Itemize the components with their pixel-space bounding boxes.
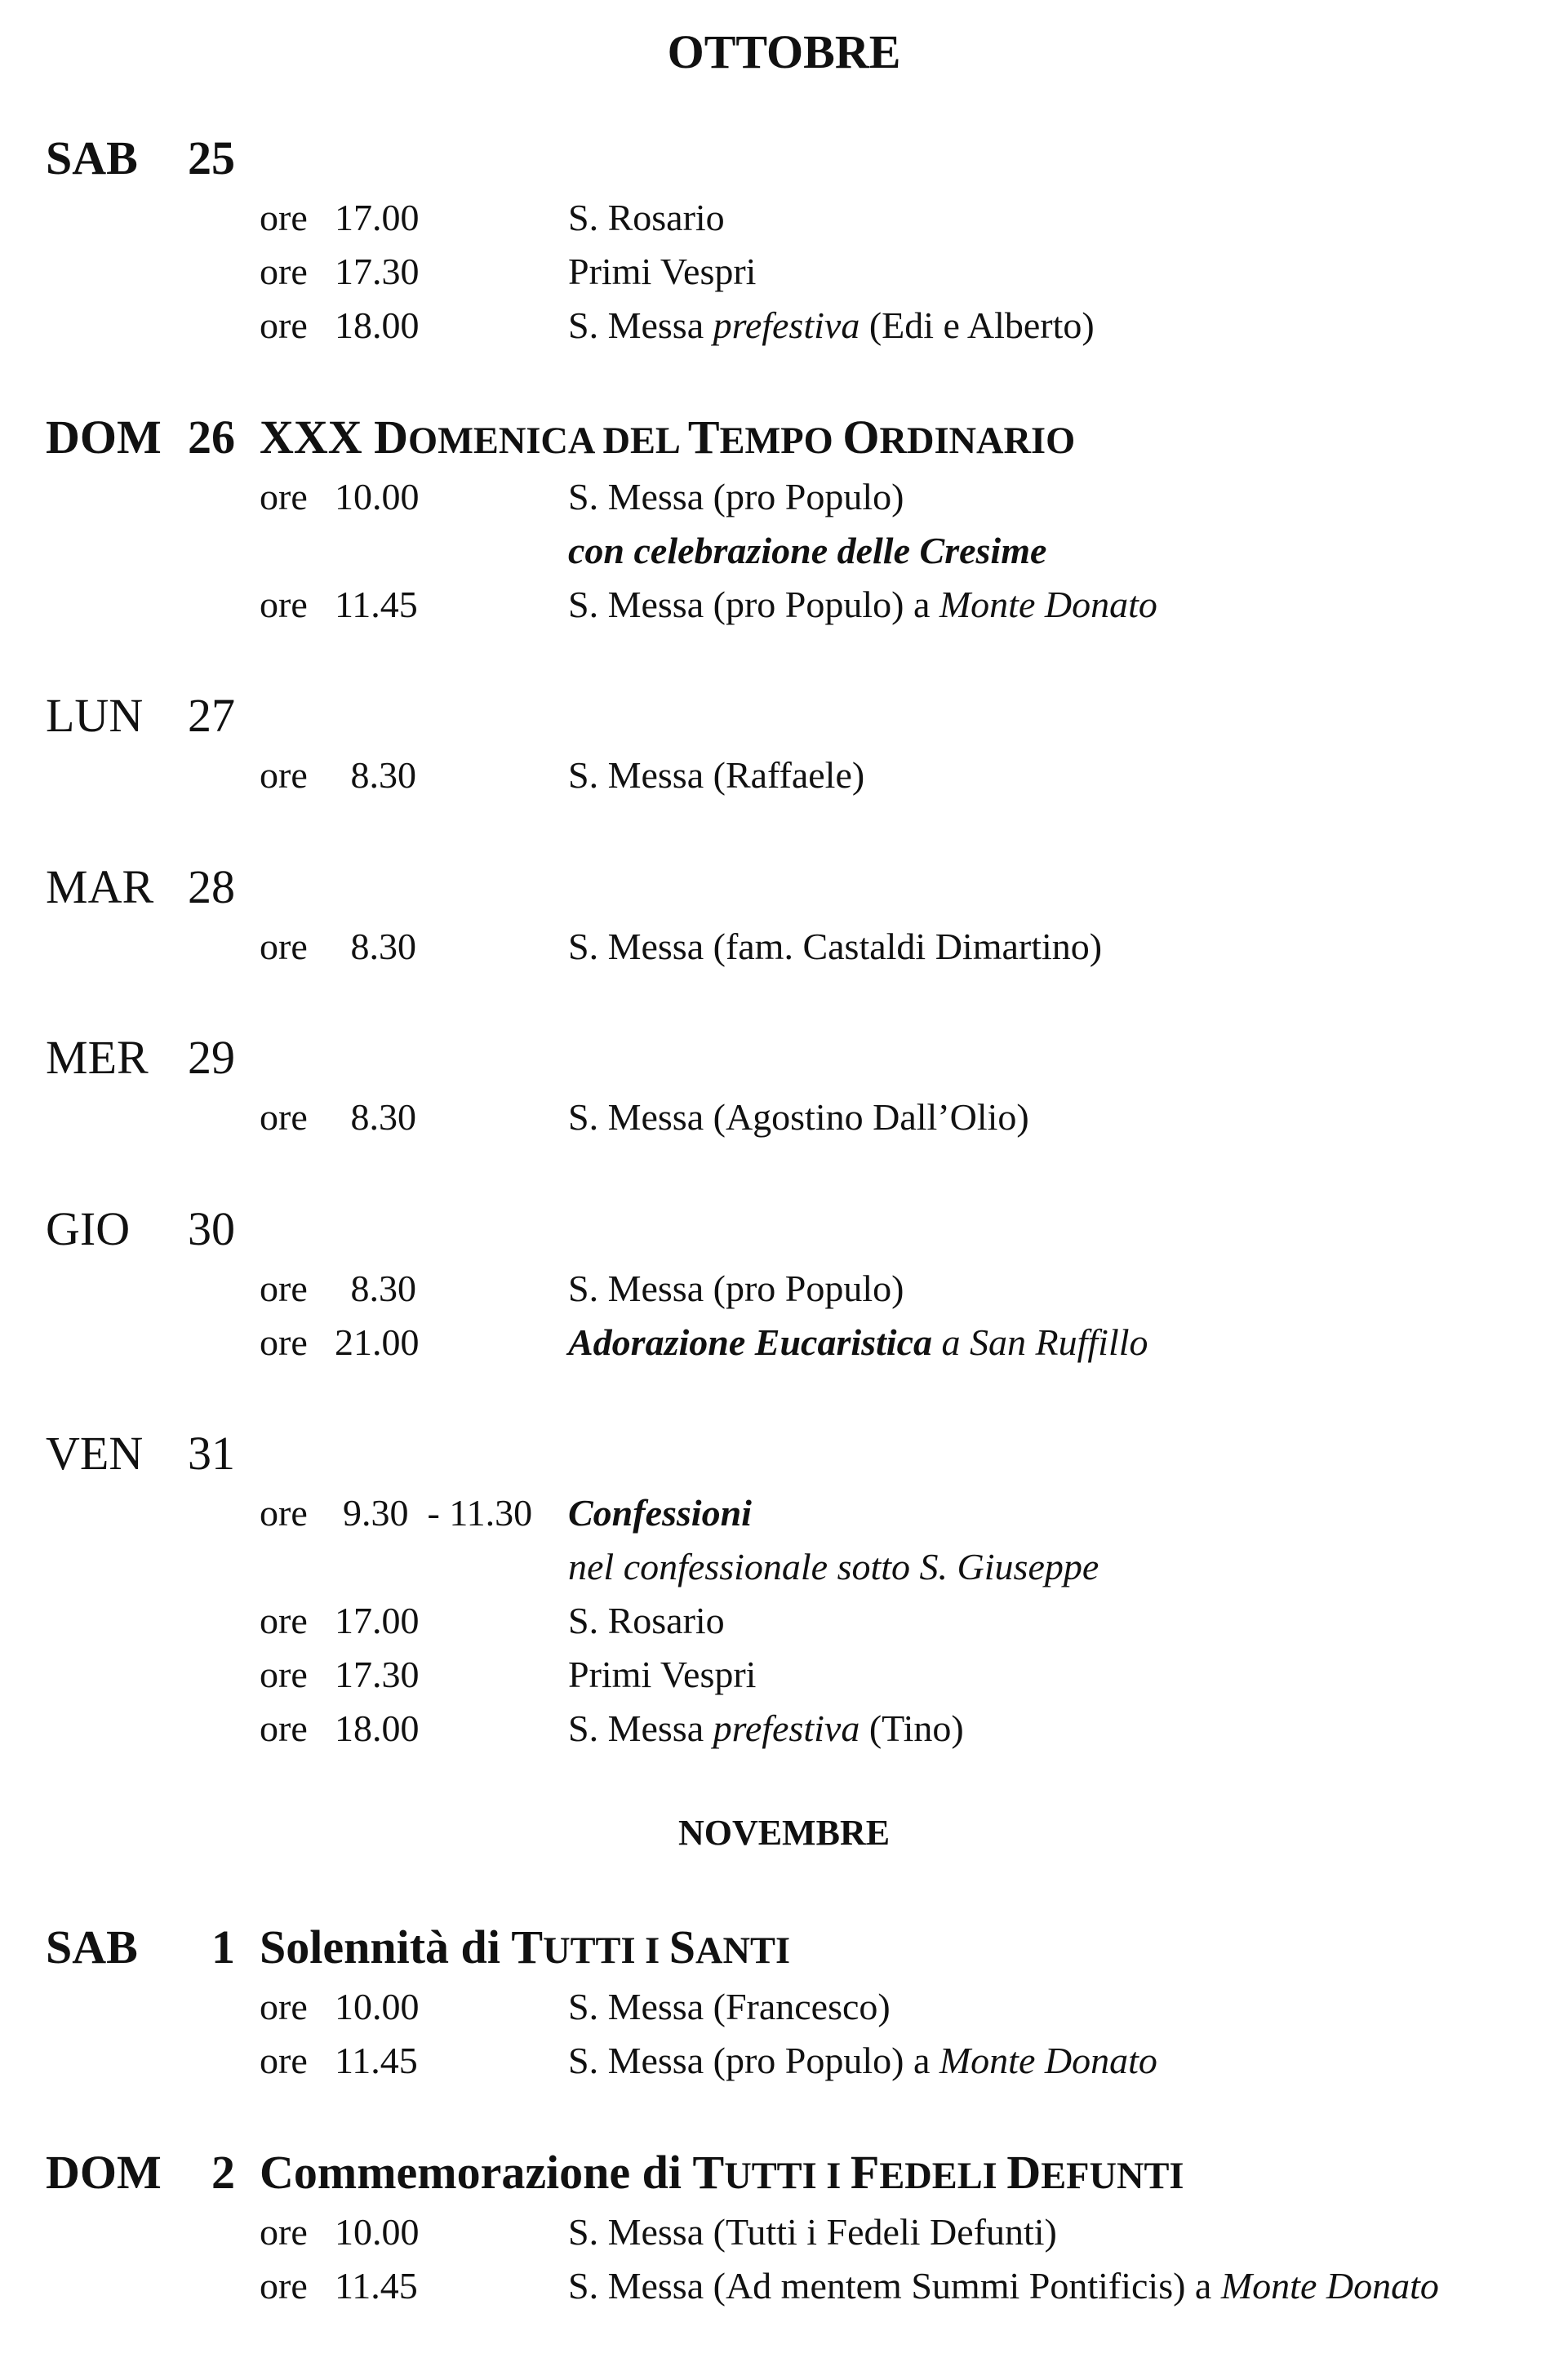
event-description: S. Messa prefestiva (Tino) (568, 1707, 964, 1749)
day-number: 29 (188, 1031, 235, 1084)
event-description: S. Messa (pro Populo) (568, 476, 904, 517)
event-description: S. Messa (Tutti i Fedeli Defunti) (568, 2211, 1057, 2253)
ore-label: ore (260, 2211, 308, 2253)
event-description: S. Messa prefestiva (Edi e Alberto) (568, 304, 1095, 346)
event-time: 8.30 (350, 1096, 416, 1138)
event-description: con celebrazione delle Cresime (568, 530, 1047, 571)
event-description: S. Messa (Ad mentem Summi Pontificis) a Monte Donato (568, 2265, 1439, 2307)
day-number: 27 (188, 689, 235, 742)
event-time: 10.00 (335, 476, 420, 517)
ore-label: ore (260, 1492, 308, 1534)
event-description: Adorazione Eucaristica a San Ruffillo (568, 1321, 1148, 1363)
day-number: 25 (188, 131, 235, 184)
event-time: 8.30 (350, 754, 416, 796)
event-time: 18.00 (335, 304, 420, 346)
day-name: MAR (46, 860, 154, 913)
event-time: 8.30 (350, 926, 416, 967)
event-description: Confessioni (568, 1492, 752, 1534)
day-name: SAB (46, 131, 138, 184)
event-time: 9.30 - 11.30 (343, 1492, 533, 1534)
day-number: 30 (188, 1202, 235, 1255)
day-name: VEN (46, 1427, 144, 1480)
event-description: S. Messa (pro Populo) (568, 1268, 904, 1309)
day-number: 2 (211, 2146, 235, 2199)
ore-label: ore (260, 251, 308, 292)
month-title-october: OTTOBRE (667, 25, 901, 78)
event-description: S. Rosario (568, 1600, 725, 1641)
day-name: SAB (46, 1920, 138, 1974)
ore-label: ore (260, 926, 308, 967)
event-description: Primi Vespri (568, 251, 757, 292)
ore-label: ore (260, 1096, 308, 1138)
ore-label: ore (260, 1321, 308, 1363)
event-description: S. Messa (Agostino Dall’Olio) (568, 1096, 1029, 1138)
ore-label: ore (260, 1600, 308, 1641)
event-description: S. Messa (fam. Castaldi Dimartino) (568, 926, 1103, 967)
event-time: 10.00 (335, 1986, 420, 2027)
event-description: S. Messa (Raffaele) (568, 754, 865, 796)
day-number: 28 (188, 860, 235, 913)
day-number: 26 (188, 411, 235, 464)
ore-label: ore (260, 754, 308, 796)
day-name: DOM (46, 2146, 162, 2199)
event-description: Primi Vespri (568, 1654, 757, 1695)
ore-label: ore (260, 1986, 308, 2027)
day-name: GIO (46, 1202, 131, 1255)
day-name: DOM (46, 411, 162, 464)
ore-label: ore (260, 304, 308, 346)
event-time: 11.45 (335, 2040, 418, 2081)
day-number: 31 (188, 1427, 235, 1480)
day-name: MER (46, 1031, 149, 1084)
event-time: 10.00 (335, 2211, 420, 2253)
ore-label: ore (260, 1707, 308, 1749)
event-description: S. Messa (pro Populo) a Monte Donato (568, 2040, 1157, 2081)
event-time: 11.45 (335, 2265, 418, 2307)
event-time: 11.45 (335, 584, 418, 625)
event-time: 17.00 (335, 197, 420, 238)
event-description: nel confessionale sotto S. Giuseppe (568, 1546, 1099, 1587)
day-title: Solennità di TUTTI I SANTI (260, 1920, 791, 1974)
event-description: S. Rosario (568, 197, 725, 238)
event-time: 21.00 (335, 1321, 420, 1363)
ore-label: ore (260, 1654, 308, 1695)
day-title: XXX DOMENICA DEL TEMPO ORDINARIO (260, 411, 1076, 464)
ore-label: ore (260, 2040, 308, 2081)
event-time: 18.00 (335, 1707, 420, 1749)
ore-label: ore (260, 1268, 308, 1309)
day-name: LUN (46, 689, 144, 742)
ore-label: ore (260, 197, 308, 238)
event-time: 17.00 (335, 1600, 420, 1641)
ore-label: ore (260, 584, 308, 625)
event-time: 8.30 (350, 1268, 416, 1309)
event-time: 17.30 (335, 1654, 420, 1695)
event-description: S. Messa (Francesco) (568, 1986, 891, 2027)
event-time: 17.30 (335, 251, 420, 292)
day-number: 1 (211, 1920, 235, 1974)
event-description: S. Messa (pro Populo) a Monte Donato (568, 584, 1157, 625)
ore-label: ore (260, 476, 308, 517)
ore-label: ore (260, 2265, 308, 2307)
month-title-november: NOVEMBRE (677, 1813, 891, 1853)
day-title: Commemorazione di TUTTI I FEDELI DEFUNTI (260, 2146, 1184, 2199)
